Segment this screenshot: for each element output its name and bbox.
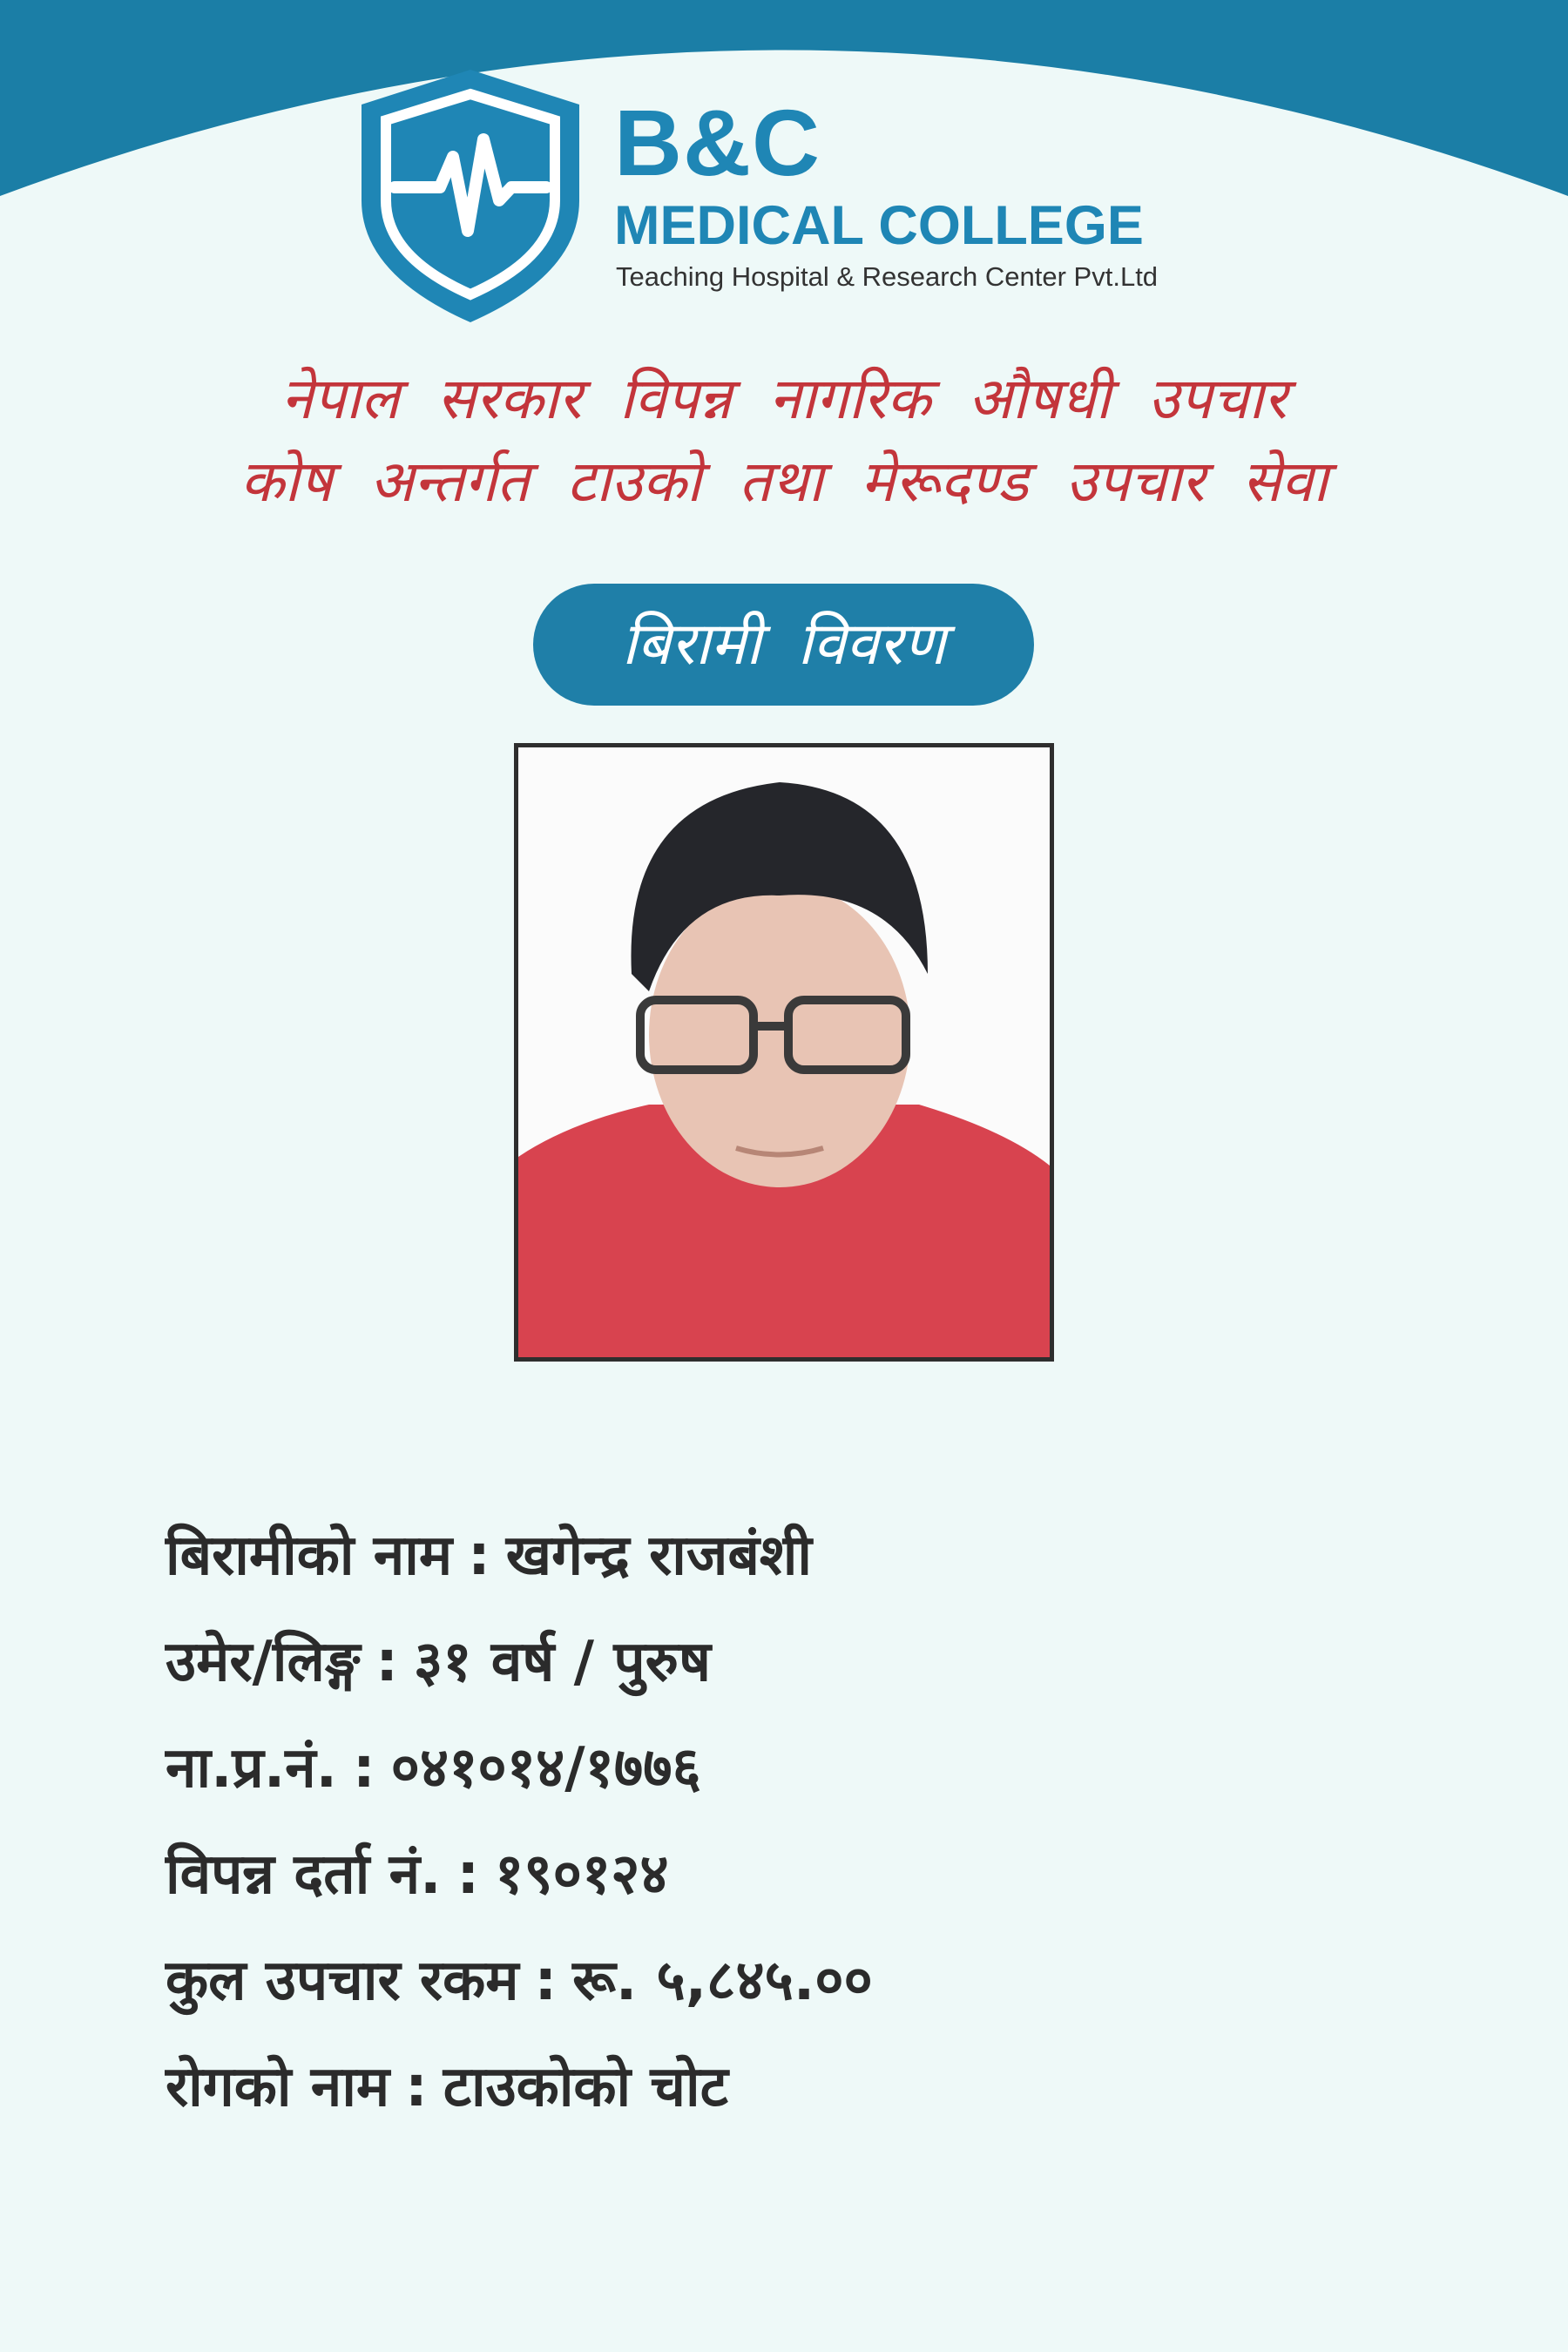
value-citizenship-no: ०४१०१४/१७७६ — [390, 1736, 701, 1801]
college-logo — [362, 70, 1233, 322]
detail-row-age-gender: उमेर/लिङ्ग : ३१ वर्ष / पुरुष — [166, 1630, 711, 1694]
patient-photo — [514, 743, 1054, 1362]
label-registration-no: विपन्न दर्ता नं. — [166, 1842, 442, 1907]
headline-line-2: कोष अन्तर्गत टाउको तथा मेरूदण्ड उपचार सेवा — [240, 448, 1328, 515]
label-age-gender: उमेर/लिङ्ग — [166, 1630, 361, 1694]
detail-row-total: कुल उपचार रकम : रू. ५,८४५.०० — [166, 1949, 873, 2013]
patient-details — [166, 1503, 1472, 2140]
program-headline — [70, 357, 1498, 523]
section-title-badge: बिरामी विवरण — [533, 584, 1034, 706]
value-disease-name: टाउकोको चोट — [443, 2055, 728, 2119]
brand-sub: MEDICAL COLLEGE — [614, 195, 1144, 256]
detail-row-name: बिरामीको नाम : खगेन्द्र राजबंशी — [166, 1524, 813, 1588]
value-registration-no: १९०१२४ — [495, 1842, 669, 1907]
headline-line-1: नेपाल सरकार विपन्न नागरिक औषधी उपचार — [280, 365, 1288, 432]
shield-heartbeat-icon — [362, 70, 579, 322]
value-total-amount: रू. ५,८४५.०० — [572, 1949, 873, 2013]
value-patient-name: खगेन्द्र राजबंशी — [505, 1524, 813, 1588]
detail-row-disease: रोगको नाम : टाउकोको चोट — [166, 2055, 728, 2119]
person-photo-icon — [518, 747, 1050, 1357]
brand-main: B&C — [614, 90, 821, 195]
label-citizenship-no: ना.प्र.नं. — [166, 1736, 337, 1801]
label-total-amount: कुल उपचार रकम — [166, 1949, 519, 2013]
detail-row-citizenship: ना.प्र.नं. : ०४१०१४/१७७६ — [166, 1736, 701, 1801]
value-age-gender: ३१ वर्ष / पुरुष — [413, 1630, 711, 1694]
brand-tagline: Teaching Hospital & Research Center Pvt.Ltd — [616, 261, 1159, 292]
detail-row-registration: विपन्न दर्ता नं. : १९०१२४ — [166, 1842, 669, 1907]
label-patient-name: बिरामीको नाम — [166, 1524, 453, 1588]
label-disease-name: रोगको नाम — [166, 2055, 390, 2119]
